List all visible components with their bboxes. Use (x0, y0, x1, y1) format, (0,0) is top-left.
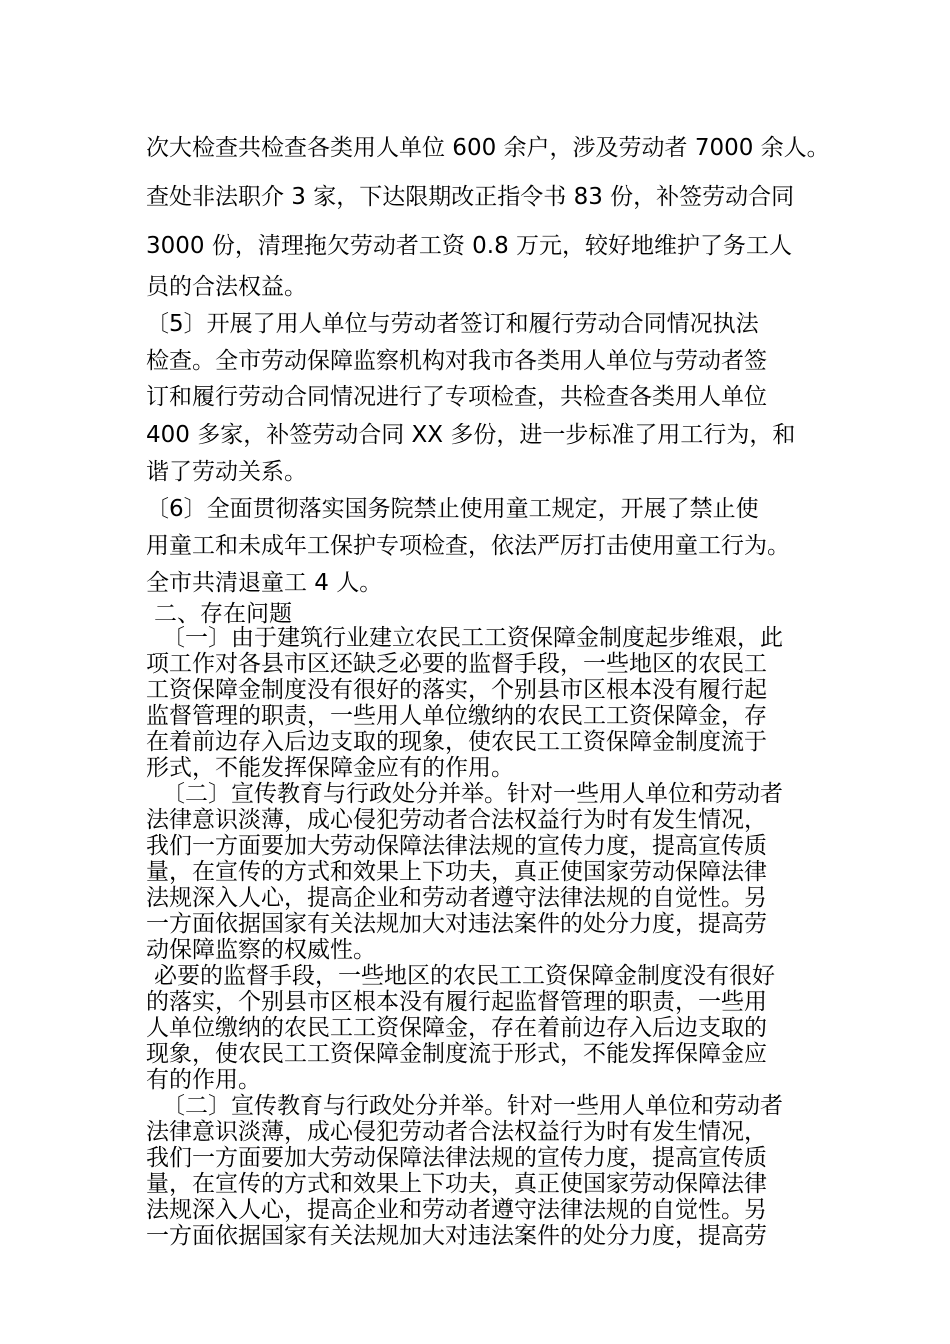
text-line: 工资保障金制度没有很好的落实，个别县市区根本没有履行起 (146, 677, 767, 703)
text-line: 〔二〕宣传教育与行政处分并举。针对一些用人单位和劳动者 (162, 1093, 783, 1119)
text-line: 谐了劳动关系。 (146, 459, 307, 485)
text-line: 在着前边存入后边支取的现象，使农民工工资保障金制度流于 (146, 729, 767, 755)
text-line: 用童工和未成年工保护专项检查，依法严厉打击使用童工行为。 (146, 533, 790, 559)
text-line: 法律意识淡薄，成心侵犯劳动者合法权益行为时有发生情况， (146, 1119, 767, 1145)
text-line: 订和履行劳动合同情况进行了专项检查，共检查各类用人单位 (146, 384, 767, 410)
text-line: 量，在宣传的方式和效果上下功夫，真正使国家劳动保障法律 (146, 859, 767, 885)
text-line: 法规深入人心，提高企业和劳动者遵守法律法规的自觉性。另 (146, 885, 767, 911)
text-line: 员的合法权益。 (146, 274, 307, 300)
text-line: 〔6〕全面贯彻落实国务院禁止使用童工规定，开展了禁止使 (146, 496, 759, 522)
text-line: 〔二〕宣传教育与行政处分并举。针对一些用人单位和劳动者 (162, 781, 783, 807)
text-line: 一方面依据国家有关法规加大对违法案件的处分力度，提高劳 (146, 1223, 767, 1249)
text-line: 我们一方面要加大劳动保障法律法规的宣传力度，提高宣传质 (146, 833, 767, 859)
text-line: 项工作对各县市区还缺乏必要的监督手段，一些地区的农民工 (146, 651, 767, 677)
text-line: 次大检查共检查各类用人单位 600 余户，涉及劳动者 7000 余人。 (146, 135, 830, 161)
text-line: 有的作用。 (146, 1067, 261, 1093)
text-line: 法律意识淡薄，成心侵犯劳动者合法权益行为时有发生情况， (146, 807, 767, 833)
text-line: 动保障监察的权威性。 (146, 937, 376, 963)
text-line: 检查。全市劳动保障监察机构对我市各类用人单位与劳动者签 (146, 348, 767, 374)
text-line: 形式，不能发挥保障金应有的作用。 (146, 755, 514, 781)
text-line: 400 多家，补签劳动合同 XX 多份，进一步标准了用工行为，和 (146, 422, 796, 448)
text-line: 〔5〕开展了用人单位与劳动者签订和履行劳动合同情况执法 (146, 311, 759, 337)
text-line: 量，在宣传的方式和效果上下功夫，真正使国家劳动保障法律 (146, 1171, 767, 1197)
text-line: 的落实，个别县市区根本没有履行起监督管理的职责，一些用 (146, 989, 767, 1015)
text-line: 我们一方面要加大劳动保障法律法规的宣传力度，提高宣传质 (146, 1145, 767, 1171)
text-line: 3000 份，清理拖欠劳动者工资 0.8 万元，较好地维护了务工人 (146, 233, 793, 259)
text-line: 一方面依据国家有关法规加大对违法案件的处分力度，提高劳 (146, 911, 767, 937)
text-line: 监督管理的职责，一些用人单位缴纳的农民工工资保障金，存 (146, 703, 767, 729)
text-line: 全市共清退童工 4 人。 (146, 570, 383, 596)
text-line: 必要的监督手段，一些地区的农民工工资保障金制度没有很好 (154, 963, 775, 989)
text-line: 人单位缴纳的农民工工资保障金，存在着前边存入后边支取的 (146, 1015, 767, 1041)
text-line: 〔一〕由于建筑行业建立农民工工资保障金制度起步维艰，此 (162, 625, 783, 651)
section-heading: 二、存在问题 (154, 601, 292, 627)
text-line: 法规深入人心，提高企业和劳动者遵守法律法规的自觉性。另 (146, 1197, 767, 1223)
text-line: 查处非法职介 3 家，下达限期改正指令书 83 份，补签劳动合同 (146, 184, 795, 210)
text-line: 现象，使农民工工资保障金制度流于形式，不能发挥保障金应 (146, 1041, 767, 1067)
